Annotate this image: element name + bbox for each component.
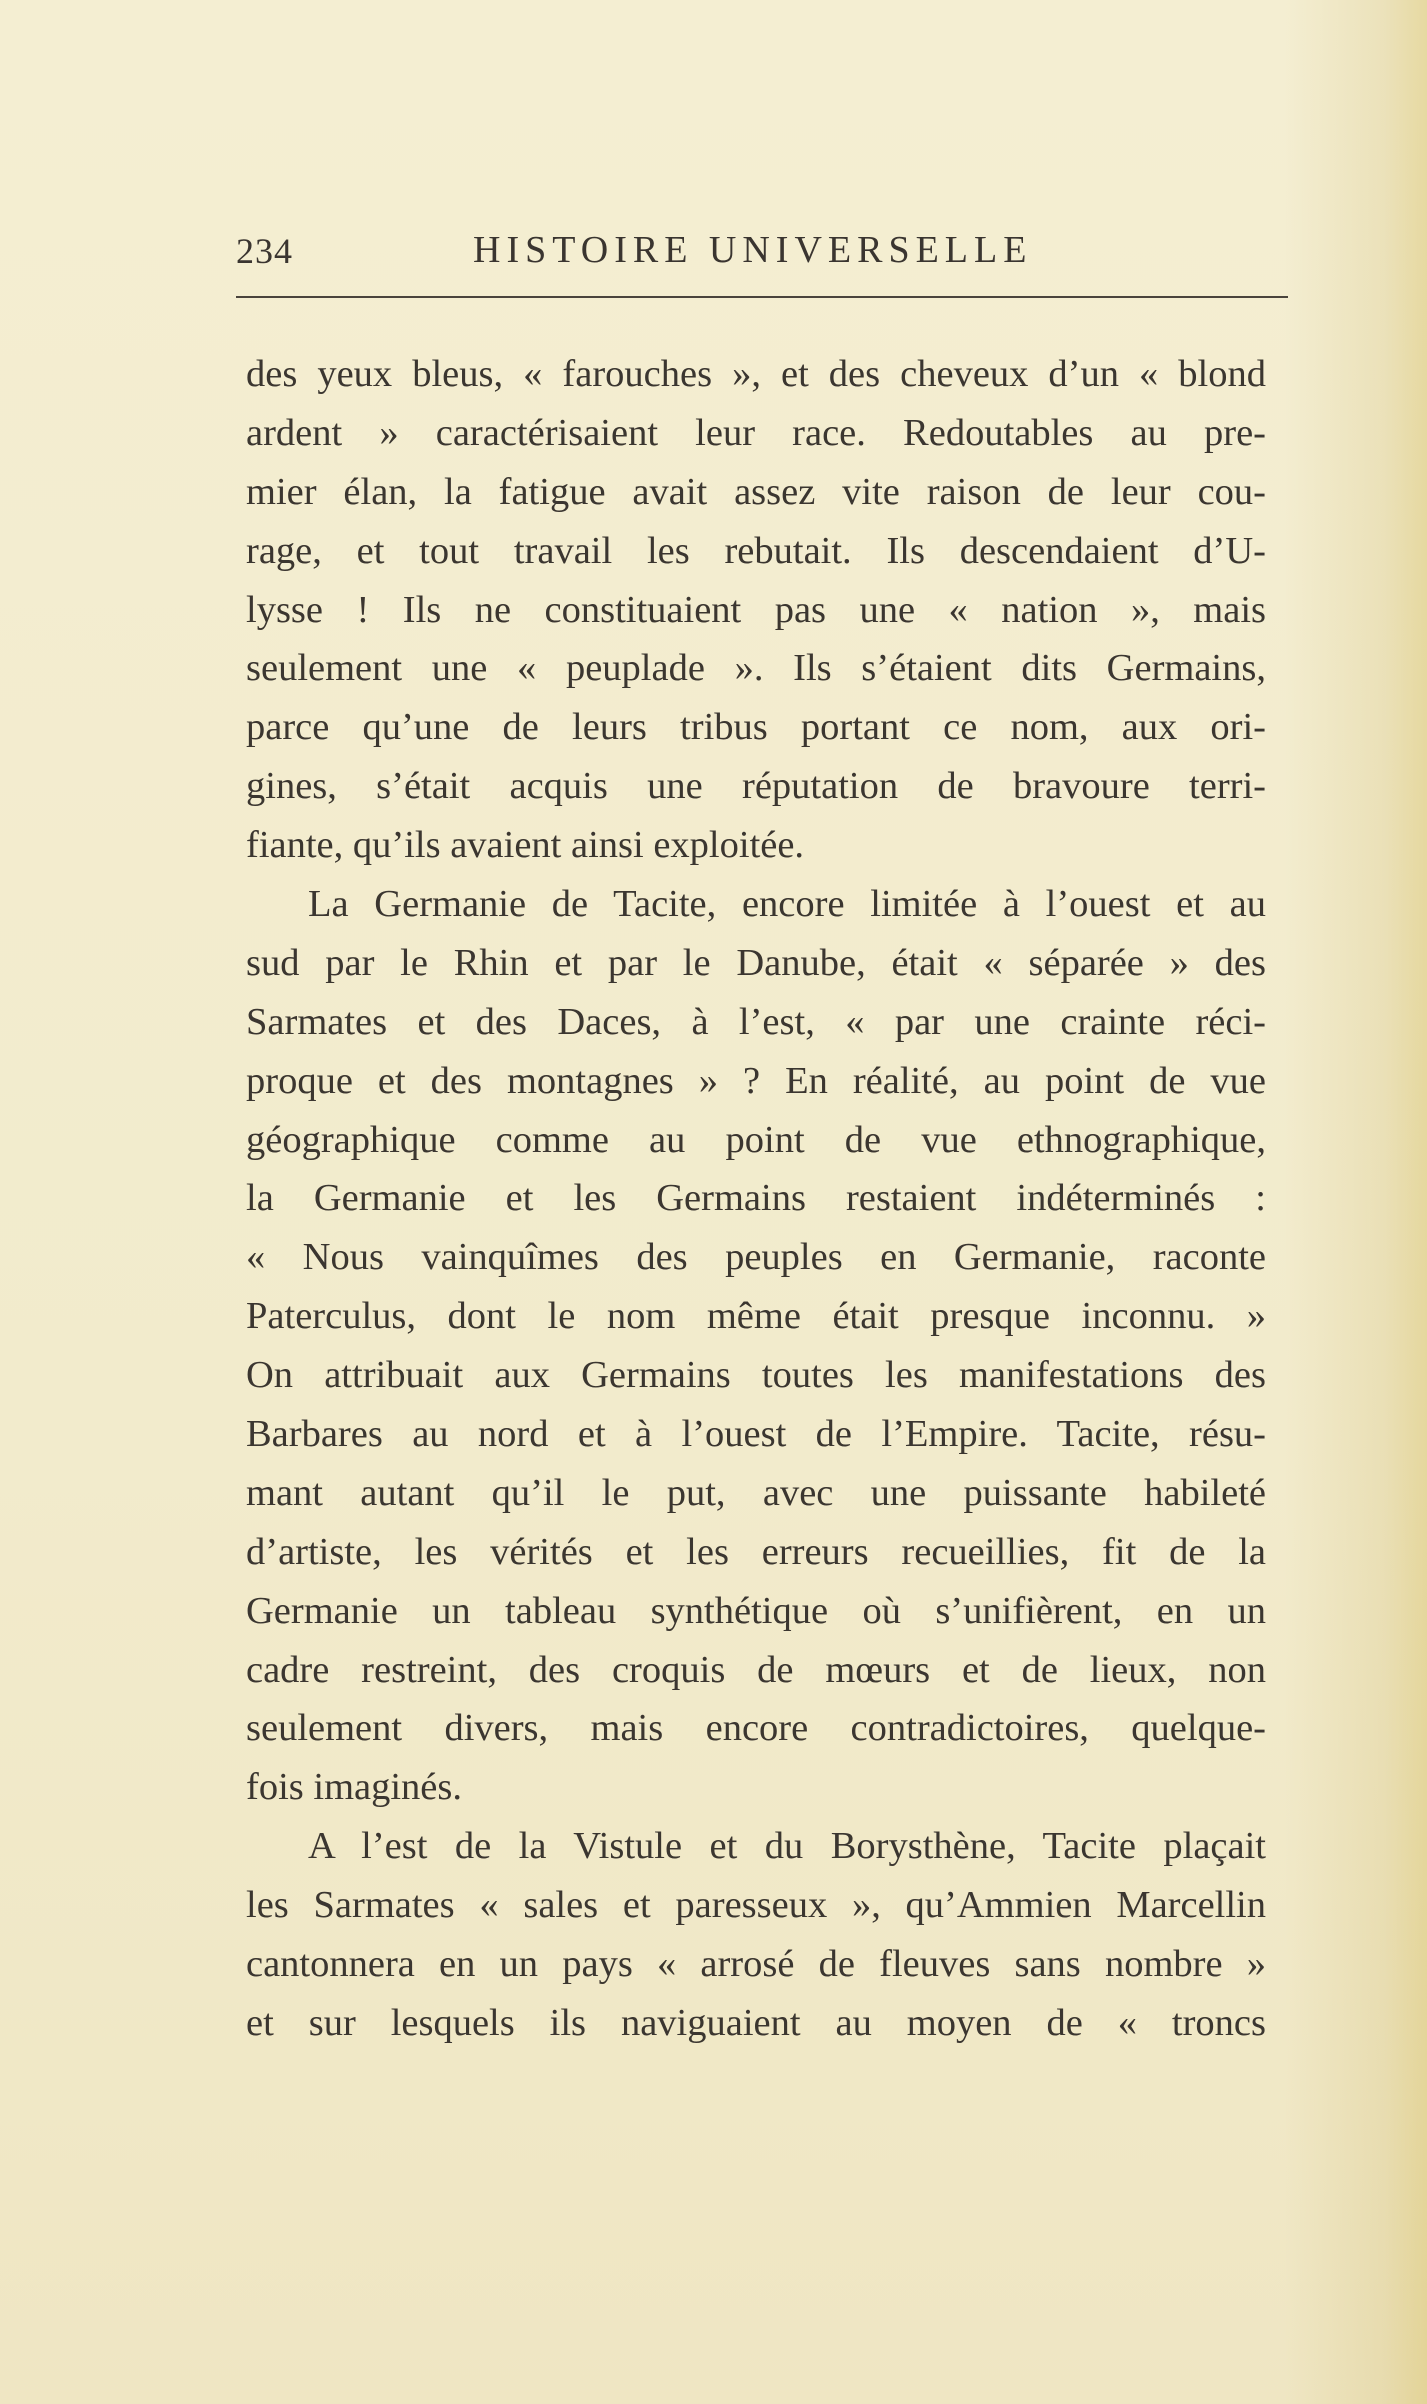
text-line: parce qu’une de leurs tribus portant ce nom, aux ori- — [246, 706, 1266, 749]
header-rule — [236, 296, 1288, 298]
text-line: On attribuait aux Germains toutes les manifestations des — [246, 1354, 1266, 1397]
text-line: fois imaginés. — [246, 1766, 462, 1809]
text-line: rage, et tout travail les rebutait. Ils descendaient d’U- — [246, 529, 1266, 572]
page-number: 234 — [236, 231, 293, 271]
text-line: gines, s’était acquis une réputation de bravoure terri- — [246, 765, 1266, 808]
text-line: ardent » caractérisaient leur race. Redoutables au pre- — [246, 411, 1266, 454]
text-line: Paterculus, dont le nom même était presque inconnu. » — [246, 1295, 1266, 1338]
text-line: sud par le Rhin et par le Danube, était « séparée » des — [246, 941, 1266, 984]
running-title: HISTOIRE UNIVERSELLE — [473, 229, 1033, 271]
text-line: les Sarmates « sales et paresseux », qu’Ammien Marcellin — [246, 1884, 1266, 1927]
body-text — [246, 345, 1266, 2053]
text-line: des yeux bleus, « farouches », et des cheveux d’un « blond — [246, 353, 1266, 395]
text-line: d’artiste, les vérités et les erreurs recueillies, fit de la — [246, 1530, 1266, 1573]
text-line: seulement une « peuplade ». Ils s’étaient dits Germains, — [246, 647, 1266, 690]
text-line: géographique comme au point de vue ethnographique, — [246, 1118, 1266, 1161]
text-line: proque et des montagnes » ? En réalité, au point de vue — [246, 1059, 1266, 1102]
text-line: mant autant qu’il le put, avec une puissante habileté — [246, 1471, 1266, 1514]
text-line: Germanie un tableau synthétique où s’unifièrent, en un — [246, 1589, 1266, 1632]
text-line: Barbares au nord et à l’ouest de l’Empire. Tacite, résu- — [246, 1413, 1266, 1456]
text-line: cantonnera en un pays « arrosé de fleuves sans nombre » — [246, 1943, 1266, 1986]
text-line: « Nous vainquîmes des peuples en Germanie, raconte — [246, 1236, 1266, 1279]
text-line: cadre restreint, des croquis de mœurs et de lieux, non — [246, 1648, 1266, 1691]
running-head — [236, 222, 1286, 282]
text-line: Sarmates et des Daces, à l’est, « par une crainte réci- — [246, 1000, 1266, 1043]
text-line: fiante, qu’ils avaient ainsi exploitée. — [246, 824, 805, 867]
text-line: mier élan, la fatigue avait assez vite raison de leur cou- — [246, 470, 1266, 513]
text-line: seulement divers, mais encore contradictoires, quelque- — [246, 1707, 1266, 1750]
paragraph-start: La Germanie de Tacite, encore limitée à l’ouest et au — [308, 883, 1266, 926]
paragraph-start: A l’est de la Vistule et du Borysthène, Tacite plaçait — [308, 1825, 1266, 1868]
text-line: et sur lesquels ils naviguaient au moyen de « troncs — [246, 2001, 1266, 2044]
text-line: lysse ! Ils ne constituaient pas une « nation », mais — [246, 588, 1266, 631]
text-line: la Germanie et les Germains restaient indéterminés : — [246, 1177, 1266, 1220]
